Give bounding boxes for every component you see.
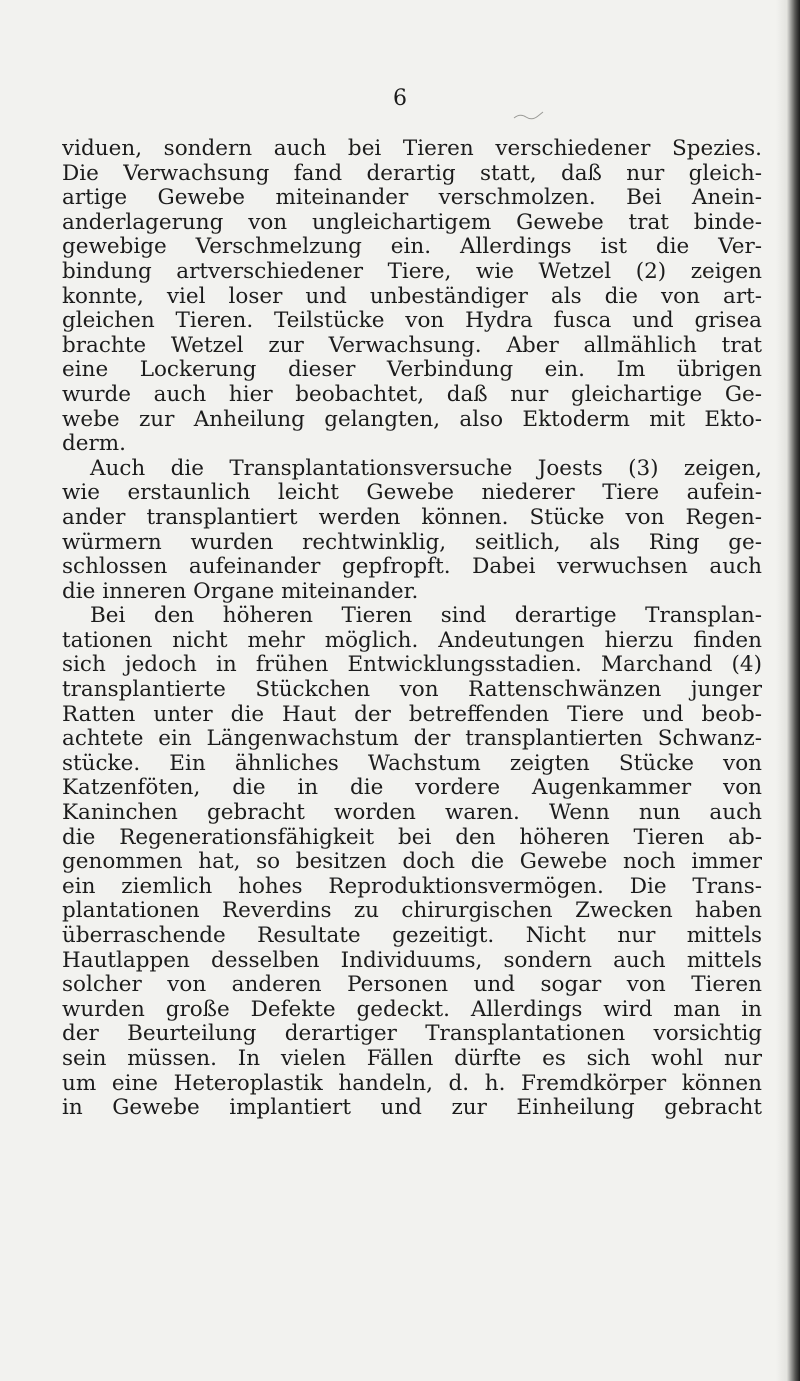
text-line: Auch die Transplantationsversuche Joests (3) zeigen, — [90, 456, 762, 481]
text-line: stücke. Ein ähnliches Wachstum zeigten Stücke von — [62, 751, 762, 776]
text-line: wurde auch hier beobachtet, daß nur gleichartige Ge- — [62, 382, 762, 407]
text-line: schlossen aufeinander gepfropft. Dabei verwuchsen auch — [62, 555, 762, 580]
text-line: ander transplantiert werden können. Stücke von Regen- — [62, 505, 762, 530]
text-line: eine Lockerung dieser Verbindung ein. Im übrigen — [62, 358, 762, 383]
text-line: plantationen Reverdins zu chirurgischen Zwecken haben — [62, 899, 762, 924]
text-line: konnte, viel loser und unbeständiger als die von art- — [62, 284, 762, 309]
text-line: Hautlappen desselben Individuums, sondern auch mittels — [62, 948, 762, 973]
text-line: artige Gewebe miteinander verschmolzen. Bei Anein- — [62, 186, 762, 211]
text-line: brachte Wetzel zur Verwachsung. Aber allmählich trat — [62, 333, 762, 358]
page-edge-shadow — [776, 0, 800, 1381]
text-line: transplantierte Stückchen von Rattenschwänzen junger — [62, 678, 762, 703]
text-line: sein müssen. In vielen Fällen dürfte es sich wohl nur — [62, 1046, 762, 1071]
text-line: bindung artverschiedener Tiere, wie Wetzel (2) zeigen — [62, 259, 762, 284]
text-line: genommen hat, so besitzen doch die Gewebe noch immer — [62, 850, 762, 875]
text-line: tationen nicht mehr möglich. Andeutungen hierzu finden — [62, 628, 762, 653]
text-line: solcher von anderen Personen und sogar von Tieren — [62, 973, 762, 998]
text-line: sich jedoch in frühen Entwicklungsstadien. Marchand (4) — [62, 653, 762, 678]
text-line: derm. — [62, 432, 126, 457]
text-line: die Regenerationsfähigkeit bei den höheren Tieren ab- — [62, 825, 762, 850]
text-line: um eine Heteroplastik handeln, d. h. Fremdkörper können — [62, 1071, 762, 1096]
text-line: würmern wurden rechtwinklig, seitlich, als Ring ge- — [62, 530, 762, 555]
text-line: gewebige Verschmelzung ein. Allerdings ist die Ver- — [62, 235, 762, 260]
text-line: überraschende Resultate gezeitigt. Nicht nur mittels — [62, 924, 762, 948]
text-line: gleichen Tieren. Teilstücke von Hydra fusca und grisea — [62, 309, 762, 334]
text-line: Ratten unter die Haut der betreffenden Tiere und beob- — [62, 702, 762, 727]
text-line: achtete ein Längenwachstum der transplantierten Schwanz- — [62, 727, 762, 752]
text-line: die inneren Organe miteinander. — [62, 579, 419, 604]
page-number: 6 — [393, 86, 407, 111]
text-line: viduen, sondern auch bei Tieren verschiedener Spezies. — [62, 137, 762, 161]
text-line: anderlagerung von ungleichartigem Gewebe trat binde- — [62, 210, 762, 235]
text-line: Katzenföten, die in die vordere Augenkammer von — [62, 776, 762, 801]
text-line: webe zur Anheilung gelangten, also Ektoderm mit Ekto- — [62, 407, 762, 432]
text-line: Die Verwachsung fand derartig statt, daß nur gleich- — [62, 161, 762, 186]
body-text — [62, 137, 762, 1121]
text-line: Kaninchen gebracht worden waren. Wenn nun auch — [62, 801, 762, 826]
text-line: wie erstaunlich leicht Gewebe niederer Tiere aufein- — [62, 481, 762, 506]
text-line: Bei den höheren Tieren sind derartige Transplan- — [90, 604, 762, 629]
stray-ink-mark — [512, 110, 546, 122]
text-line: in Gewebe implantiert und zur Einheilung gebracht — [62, 1096, 762, 1121]
text-line: ein ziemlich hohes Reproduktionsvermögen. Die Trans- — [62, 874, 762, 899]
text-line: wurden große Defekte gedeckt. Allerdings wird man in — [62, 997, 762, 1022]
text-line: der Beurteilung derartiger Transplantationen vorsichtig — [62, 1022, 762, 1047]
